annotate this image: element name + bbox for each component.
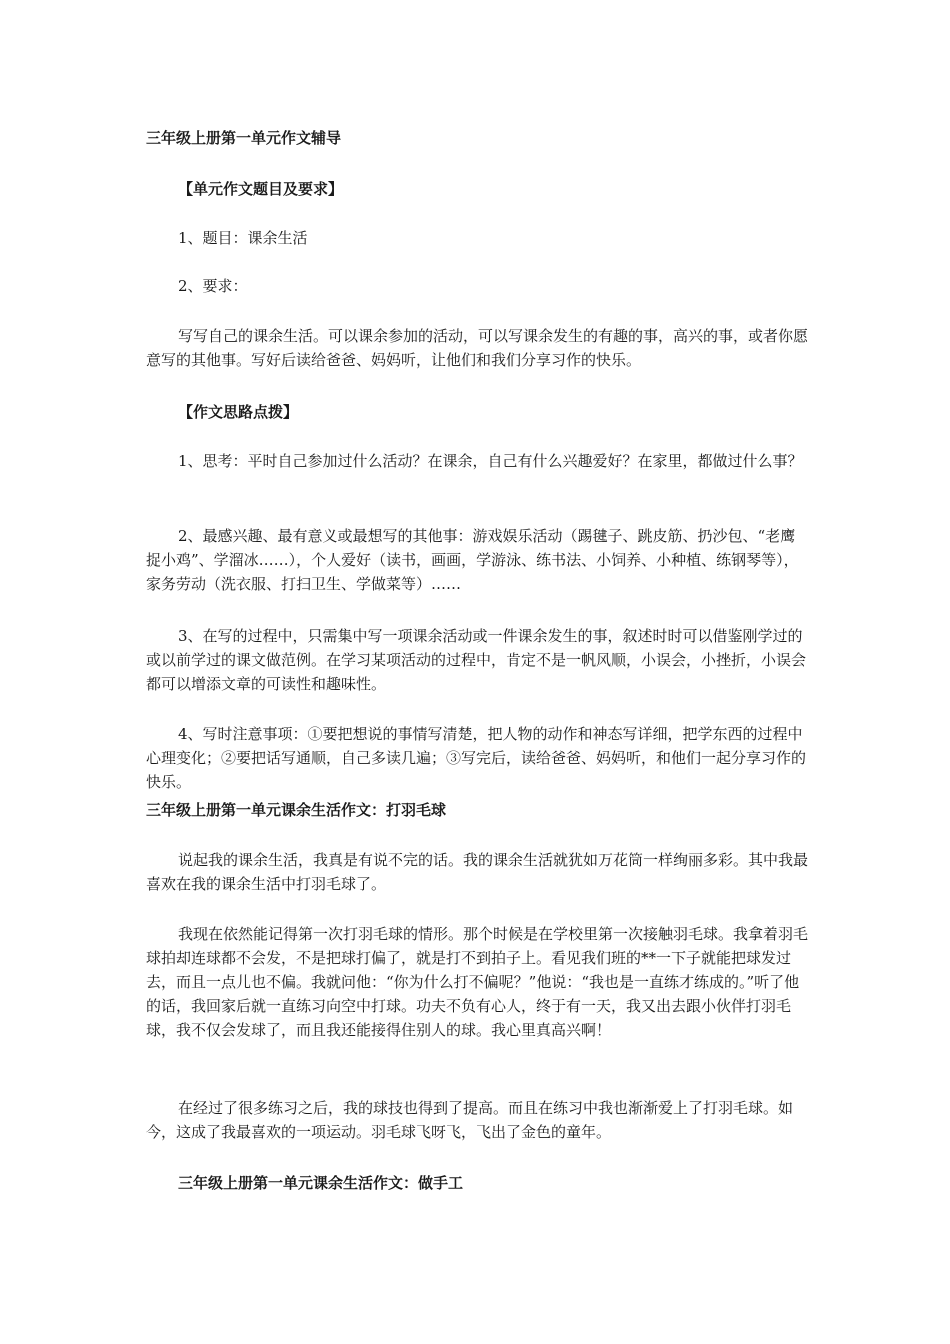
tip-paragraph-2: 2、最感兴趣、最有意义或最想写的其他事：游戏娱乐活动（踢毽子、跳皮筋、扔沙包、“老鹰捉小鸡”、学溜冰……），个人爱好（读书，画画，学游泳、练书法、小饲养、小种植、练钢琴等），家务劳动（洗衣服、打扫卫生、学做菜等）……	[146, 527, 799, 593]
tip-paragraph-4: 4、写时注意事项：①要把想说的事情写清楚，把人物的动作和神态写详细，把学东西的过程中心理变化；②要把话写通顺，自己多读几遍；③写完后，读给爸爸、妈妈听，和他们一起分享习作的快乐。	[146, 725, 807, 791]
section-heading-requirements: 【单元作文题目及要求】	[178, 180, 344, 198]
essay-paragraph-2: 我现在依然能记得第一次打羽毛球的情形。那个时候是在学校里第一次接触羽毛球。我拿着羽毛球拍却连球都不会发，不是把球打偏了，就是打不到拍子上。看见我们班的**一下子就能把球发过去，而且一点儿也不偏。我就问他：“你为什么打不偏呢？”他说：“我也是一直练才练成的。”听了他的话，我回家后就一直练习向空中打球。功夫不负有心人，终于有一天，我又出去跟小伙伴打羽毛球，我不仅会发球了，而且我还能接得住别人的球。我心里真高兴啊！	[146, 925, 809, 1039]
item-requirements: 2、要求：	[178, 277, 248, 295]
section-heading-tips: 【作文思路点拨】	[178, 403, 299, 421]
document-title: 三年级上册第一单元作文辅导	[146, 129, 342, 147]
essay-paragraph-1: 说起我的课余生活，我真是有说不完的话。我的课余生活就犹如万花筒一样绚丽多彩。其中我最喜欢在我的课余生活中打羽毛球了。	[146, 851, 809, 893]
item-topic: 1、题目：课余生活	[178, 229, 308, 247]
tip-paragraph-1: 1、思考：平时自己参加过什么活动？在课余，自己有什么兴趣爱好？在家里，都做过什么事？	[178, 452, 803, 470]
requirement-paragraph: 写写自己的课余生活。可以课余参加的活动，可以写课余发生的有趣的事，高兴的事，或者你愿意写的其他事。写好后读给爸爸、妈妈听，让他们和我们分享习作的快乐。	[146, 327, 809, 369]
essay-paragraph-3: 在经过了很多练习之后，我的球技也得到了提高。而且在练习中我也渐渐爱上了打羽毛球。如今，这成了我最喜欢的一项运动。羽毛球飞呀飞，飞出了金色的童年。	[146, 1099, 794, 1141]
tip-paragraph-3: 3、在写的过程中，只需集中写一项课余活动或一件课余发生的事，叙述时时可以借鉴刚学过的或以前学过的课文做范例。在学习某项活动的过程中，肯定不是一帆风顺，小误会，小挫折，小误会都可以增添文章的可读性和趣味性。	[146, 627, 807, 693]
essay-title-handicraft: 三年级上册第一单元课余生活作文：做手工	[178, 1174, 464, 1192]
essay-title-badminton: 三年级上册第一单元课余生活作文：打羽毛球	[146, 801, 447, 819]
